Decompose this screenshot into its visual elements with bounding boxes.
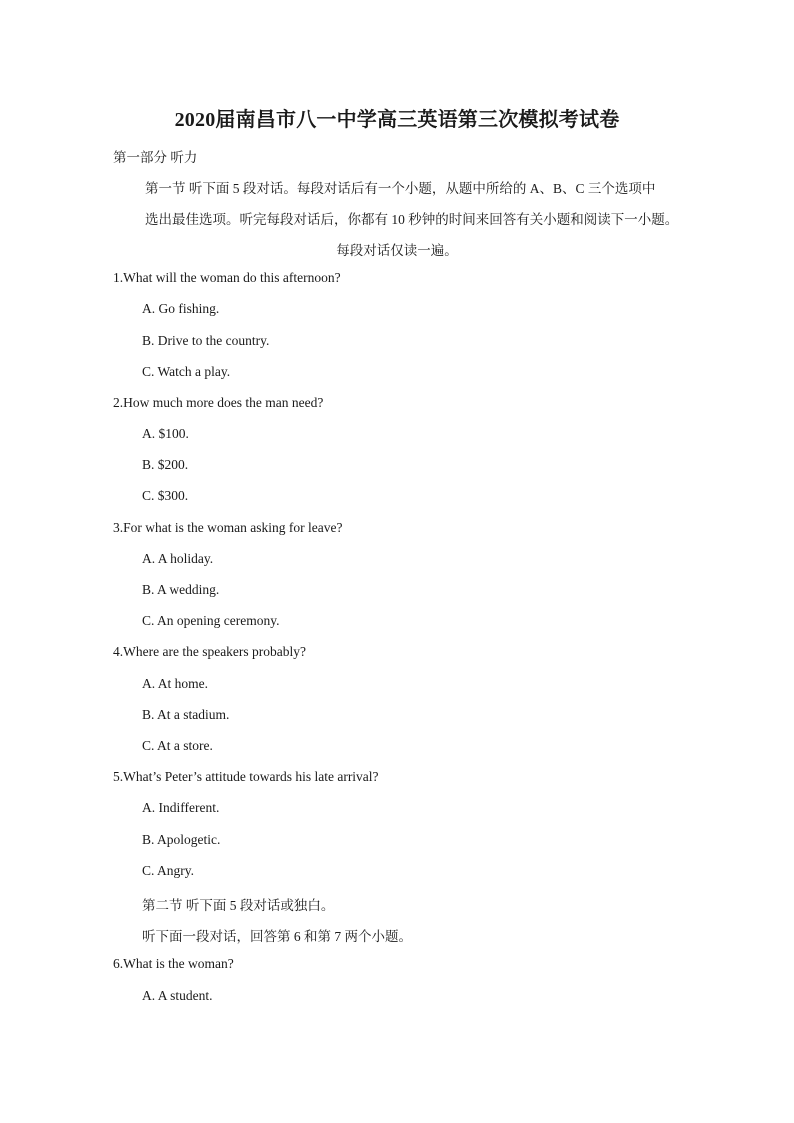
option-a: A. $100. [142, 426, 189, 441]
option-b: B. A wedding. [142, 582, 220, 597]
question-stem: 5.What’s Peter’s attitude towards his late arrival? [113, 769, 379, 784]
section2-instruction: 听下面一段对话，回答第 6 和第 7 两个小题。 [142, 929, 412, 944]
section1-instruction-line2: 选出最佳选项。听完每段对话后，你都有 10 秒钟的时间来回答有关小题和阅读下一小题。 [145, 212, 679, 227]
option-c: C. Watch a play. [142, 364, 231, 379]
section1-instruction-line1: 第一节 听下面 5 段对话。每段对话后有一个小题，从题中所给的 A、B、C 三个选项中 [145, 181, 656, 196]
part1-heading: 第一部分 听力 [113, 150, 198, 165]
section2-heading: 第二节 听下面 5 段对话或独白。 [142, 898, 335, 913]
question-stem: 6.What is the woman? [113, 956, 234, 971]
option-b: B. At a stadium. [142, 707, 230, 722]
question-stem: 3.For what is the woman asking for leave? [113, 520, 343, 535]
option-b: B. Drive to the country. [142, 333, 270, 348]
option-a: A. A student. [142, 988, 213, 1003]
option-b: B. Apologetic. [142, 832, 221, 847]
option-c: C. At a store. [142, 738, 213, 753]
question-stem: 4.Where are the speakers probably? [113, 644, 307, 659]
option-c: C. Angry. [142, 863, 195, 878]
option-a: A. A holiday. [142, 551, 214, 566]
question-stem: 2.How much more does the man need? [113, 395, 324, 410]
option-a: A. At home. [142, 676, 208, 691]
option-a: A. Go fishing. [142, 301, 220, 316]
section1-instruction-line3: 每段对话仅读一遍。 [336, 243, 458, 258]
option-a: A. Indifferent. [142, 800, 220, 815]
question-stem: 1.What will the woman do this afternoon? [113, 270, 341, 285]
option-b: B. $200. [142, 457, 189, 472]
option-c: C. An opening ceremony. [142, 613, 280, 628]
option-c: C. $300. [142, 488, 189, 503]
exam-title: 2020届南昌市八一中学高三英语第三次模拟考试卷 [174, 109, 620, 131]
